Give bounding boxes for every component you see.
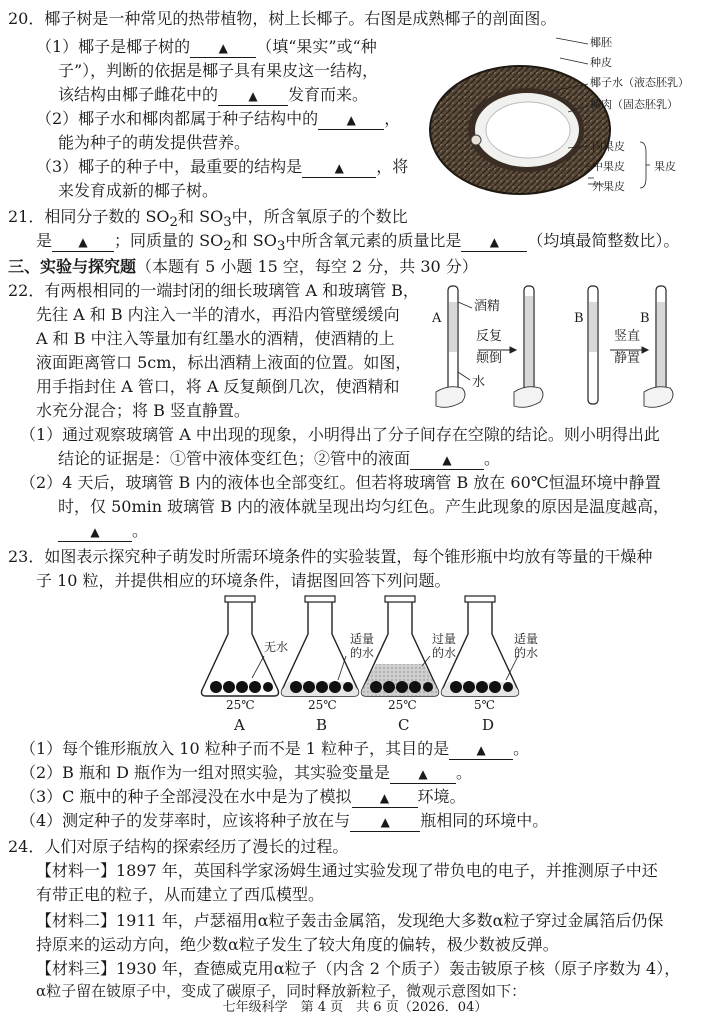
q24-material2-line2: 持原来的运动方向，绝少数α粒子发生了较大角度的偏转，极少数被反弹。 — [36, 935, 559, 954]
coconut-cross-section-figure — [428, 30, 708, 200]
label-exocarp: 外果皮 — [592, 180, 625, 193]
label-seedcoat: 种皮 — [590, 56, 612, 69]
flask-b — [282, 596, 359, 696]
q20-part1-line1 — [36, 36, 377, 58]
tube-b-label: B — [574, 311, 584, 326]
q20-part2-line1 — [36, 108, 400, 130]
q20-answer-blank-1[interactable]: ▲ — [190, 38, 256, 58]
q20-answer-blank-3[interactable]: ▲ — [318, 110, 384, 130]
flask-b-note-1: 适量 — [350, 632, 375, 646]
q20-p1-text-d: 该结构由椰子雌花中的 — [58, 85, 219, 104]
q22-p1-text-c: 。 — [484, 449, 501, 468]
q24-material1-line1: 【材料一】1897 年，英国科学家汤姆生通过实验发现了带负电的电子，并推测原子中还 — [36, 861, 658, 880]
q21-line2 — [36, 230, 679, 258]
q22-line5: 用手指封住 A 管口，将 A 反复颠倒几次，使酒精和 — [36, 377, 400, 396]
q20-part3-line1 — [36, 156, 408, 178]
label-mesocarp: 中果皮 — [592, 160, 625, 173]
q21-text-b: 和 SO — [178, 207, 224, 226]
q22-part1-line2 — [58, 448, 500, 470]
q23-p1-text-a: （1）每个锥形瓶放入 10 粒种子而不是 1 粒种子，其目的是 — [20, 739, 450, 758]
q23-answer-blank-2[interactable]: ▲ — [390, 764, 456, 784]
q22-p2-text-c: 。 — [132, 521, 149, 540]
q21-text-a: 21．相同分子数的 SO — [8, 207, 170, 226]
flask-a-label: A — [234, 716, 245, 734]
q22-p1-text-b: 结论的证据是：①管中液体变红色；②管中的液面 — [58, 449, 411, 468]
q20-part2-line2: 能为种子的萌发提供营养。 — [58, 133, 251, 152]
q22-part2-line2: 时，仅 50min 玻璃管 B 内的液体就呈现出均匀红色。产生此现象的原因是温度越高， — [58, 497, 670, 516]
q23-p2-text-b: 。 — [456, 763, 473, 782]
q21-answer-blank-2[interactable]: ▲ — [461, 232, 527, 252]
q21-text-g: 中所含氧元素的质量比是 — [285, 231, 462, 250]
q20-p1-text-e: 发育而来。 — [288, 85, 369, 104]
q22-part2-line1: （2）4 天后，玻璃管 B 内的液体也全部变红。但若将玻璃管 B 放在 60℃恒温环境中静置 — [20, 473, 661, 492]
label-coconut-meat: 椰肉（固态胚乳） — [590, 98, 678, 111]
q23-part4 — [20, 810, 548, 832]
flask-a-temp: 25℃ — [226, 698, 255, 712]
so2-subscript-2: 2 — [223, 239, 232, 255]
flip-label-2: 颠倒 — [476, 351, 503, 366]
q22-line3: A 和 B 中注入等量加有红墨水的酒精，使酒精的上 — [36, 329, 395, 348]
label-pericarp: 果皮 — [654, 160, 676, 173]
q22-part2-line3 — [58, 520, 148, 542]
q20-answer-blank-4[interactable]: ▲ — [302, 158, 376, 178]
page-footer: 七年级科学 第 4 页 共 6 页（2026．04） — [222, 1000, 488, 1015]
flask-c-note-1: 过量 — [432, 632, 457, 646]
flask-d-note-1: 适量 — [514, 632, 539, 646]
flip-label-1: 反复 — [476, 329, 503, 344]
label-endocarp: 内果皮 — [592, 140, 625, 153]
q22-line6: 水充分混合；将 B 竖直静置。 — [36, 401, 250, 420]
so2-subscript: 2 — [169, 215, 179, 231]
q22-line4: 液面距离管口 5cm，标出酒精上液面的位置。如图， — [36, 353, 412, 372]
coconut-water — [486, 102, 570, 158]
glass-tube-figure — [428, 282, 704, 424]
q24-material3-line1: 【材料三】1930 年，查德威克用α粒子（内含 2 个质子）轰击铍原子核（原子序数为 4）， — [36, 959, 681, 978]
q20-p2-text-a: （2）椰子水和椰肉都属于种子结构中的 — [36, 109, 319, 128]
q24-material2-line1: 【材料二】1911 年，卢瑟福用α粒子轰击金属箔，发现绝大多数α粒子穿过金属箔后仍保 — [36, 911, 664, 930]
q23-p1-text-b: 。 — [513, 739, 530, 758]
q23-line2: 子 10 粒，并提供相应的环境条件，请据图回答下列问题。 — [36, 571, 451, 590]
q20-p3-text-a: （3）椰子的种子中，最重要的结构是 — [36, 157, 303, 176]
q20-part3-line2: 来发育成新的椰子树。 — [58, 181, 219, 200]
q23-answer-blank-4[interactable]: ▲ — [350, 812, 420, 832]
flask-b-note-2: 的水 — [350, 646, 375, 660]
q24-material3-line2: α粒子留在铍原子中，变成了碳原子，同时释放新粒子，微观示意图如下： — [36, 982, 527, 1000]
alcohol-label: 酒精 — [474, 299, 501, 314]
flask-c-label: C — [398, 716, 410, 734]
q23-line1: 23．如图表示探究种子萌发时所需环境条件的实验装置，每个锥形瓶中均放有等量的干燥种 — [8, 547, 653, 566]
q23-p4-text-b: 瓶相同的环境中。 — [420, 811, 549, 830]
flask-c-note-2: 的水 — [432, 646, 457, 660]
q20-part1-line2: 子”），判断的依据是椰子具有果皮这一结构， — [58, 61, 379, 80]
q21-answer-blank-1[interactable]: ▲ — [52, 232, 114, 252]
flask-a-note: 无水 — [264, 640, 289, 654]
q23-answer-blank-1[interactable]: ▲ — [449, 740, 513, 760]
q23-p3-text-a: （3）C 瓶中的种子全部浸没在水中是为了模拟 — [20, 787, 352, 806]
q23-p3-text-b: 环境。 — [417, 787, 466, 806]
q20-p3-text-b: ，将 — [376, 157, 409, 176]
label-embryo: 椰胚 — [590, 36, 612, 49]
stand-label-1: 竖直 — [614, 329, 641, 344]
q20-p1-text-a: （1）椰子是椰子树的 — [36, 37, 191, 56]
q20-part1-line3 — [58, 84, 368, 106]
tube-b-label-2: B — [640, 311, 650, 326]
water-label: 水 — [472, 375, 486, 390]
q23-part3 — [20, 786, 466, 808]
q20-p2-text-b: ， — [384, 109, 401, 128]
q22-answer-blank-1[interactable]: ▲ — [410, 450, 484, 470]
q20-title: 20．椰子树是一种常见的热带植物，树上长椰子。右图是成熟椰子的剖面图。 — [8, 9, 557, 28]
q22-line1: 22．有两根相同的一端封闭的细长玻璃管 A 和玻璃管 B， — [8, 281, 419, 300]
section-3-heading — [8, 256, 478, 278]
so3-subscript-2: 3 — [276, 239, 286, 255]
q22-answer-blank-2[interactable]: ▲ — [58, 522, 132, 542]
q24-line1: 24．人们对原子结构的探索经历了漫长的过程。 — [8, 837, 349, 856]
flask-c-temp: 25℃ — [388, 698, 417, 712]
flask-d-label: D — [482, 716, 495, 734]
q22-part1-line1: （1）通过观察玻璃管 A 中出现的现象，小明得出了分子间存在空隙的结论。则小明得出此 — [20, 425, 660, 444]
q21-text-d: 是 — [36, 231, 53, 250]
q23-p4-text-a: （4）测定种子的发芽率时，应该将种子放在与 — [20, 811, 351, 830]
coconut-embryo — [471, 135, 481, 145]
flask-d-temp: 5℃ — [474, 698, 496, 712]
flask-b-label: B — [316, 716, 328, 734]
q20-answer-blank-2[interactable]: ▲ — [218, 86, 288, 106]
q23-p2-text-a: （2）B 瓶和 D 瓶作为一组对照实验，其实验变量是 — [20, 763, 391, 782]
stand-label-2: 静置 — [614, 351, 641, 366]
section-3-desc: （本题有 5 小题 15 空，每空 2 分，共 30 分） — [136, 257, 478, 276]
q20-p1-text-b: （填“果实”或“种 — [256, 37, 377, 56]
q24-material1-line2: 有带正电的粒子，从而建立了西瓜模型。 — [36, 885, 325, 904]
so3-subscript: 3 — [223, 215, 232, 231]
flask-d-note-2: 的水 — [514, 646, 539, 660]
q23-answer-blank-3[interactable]: ▲ — [352, 788, 418, 808]
q23-part2 — [20, 762, 472, 784]
q21-text-f: 和 SO — [231, 231, 277, 250]
q21-text-c: 中，所含氧原子的个数比 — [231, 207, 408, 226]
tube-a-label: A — [432, 311, 442, 326]
section-3-title: 三、实验与探究题 — [8, 257, 137, 276]
q21-text-h: （均填最简整数比）。 — [527, 231, 680, 250]
q23-part1 — [20, 738, 529, 760]
q21-text-e: ；同质量的 SO — [114, 231, 224, 250]
label-coconut-water: 椰子水（液态胚乳） — [590, 76, 689, 89]
flasks-figure — [190, 594, 530, 734]
flask-b-temp: 25℃ — [308, 698, 337, 712]
q22-line2: 先往 A 和 B 内注入一半的清水，再沿内管壁缓缓向 — [36, 305, 400, 324]
